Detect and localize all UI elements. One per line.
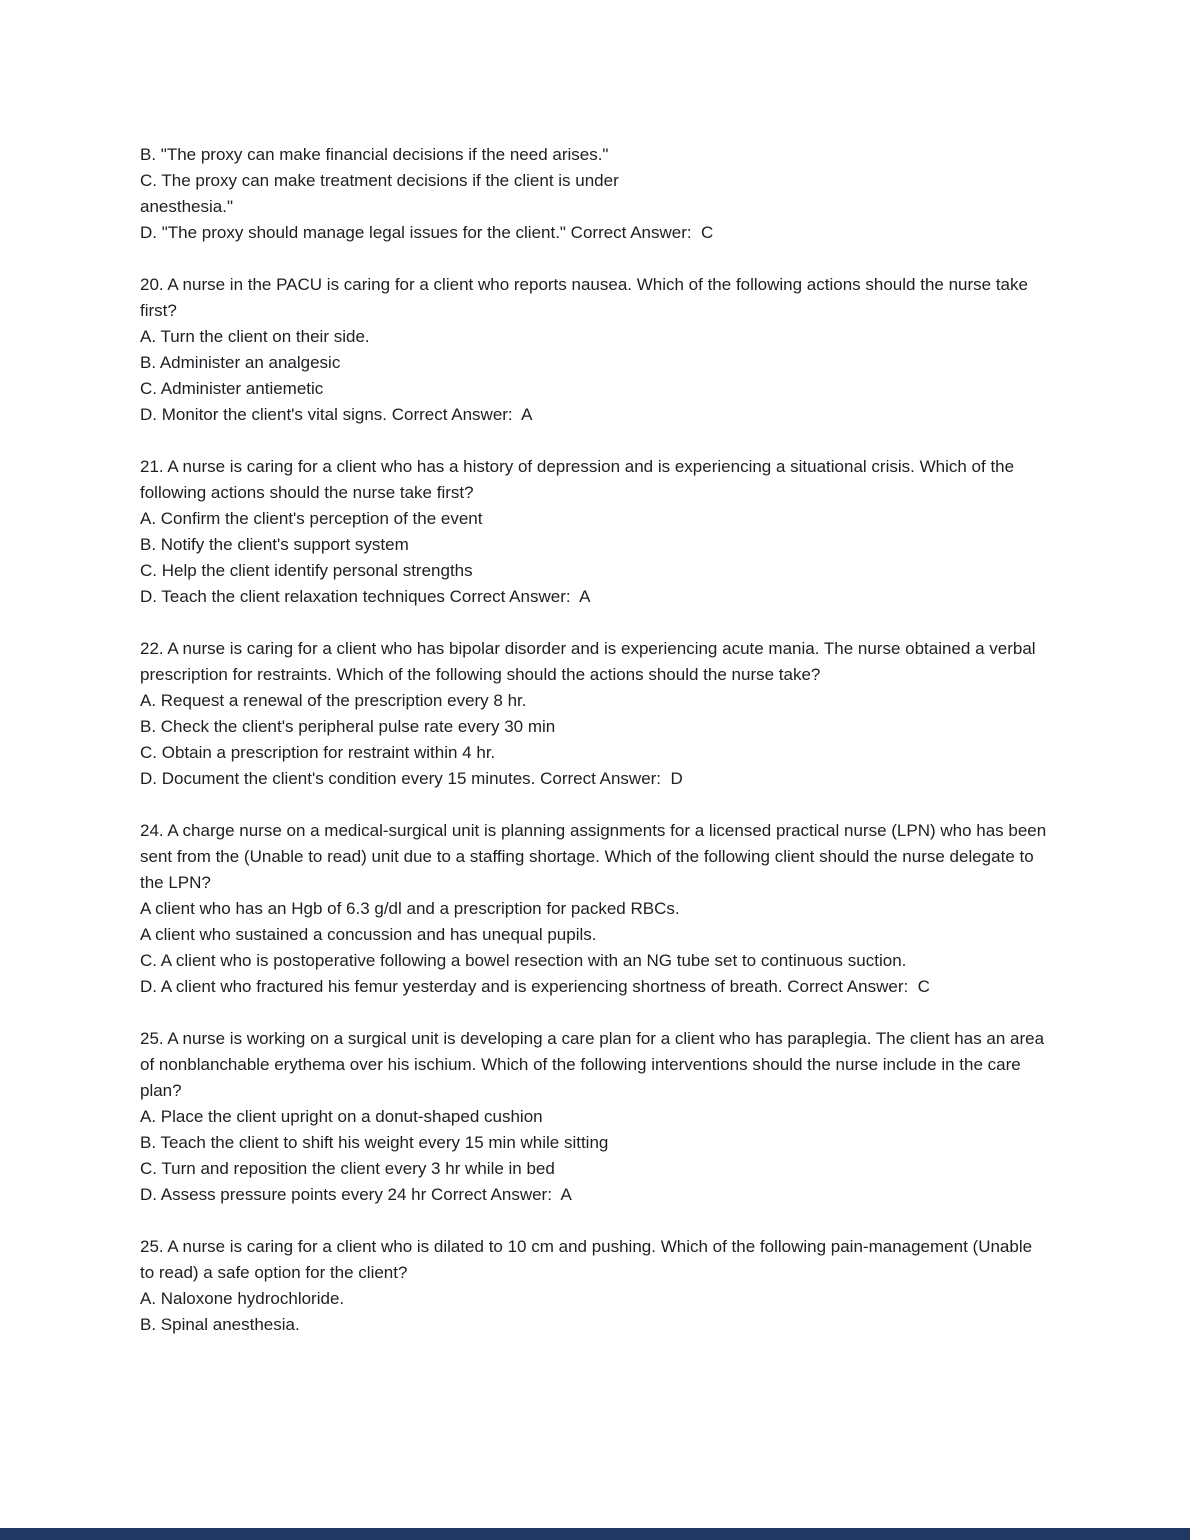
question-block bbox=[140, 272, 1048, 428]
text-line: A. Place the client upright on a donut-shaped cushion bbox=[140, 1107, 543, 1126]
text-line: D. "The proxy should manage legal issues for the client." Correct Answer: C bbox=[140, 223, 714, 242]
text-line: B. Teach the client to shift his weight every 15 min while sitting bbox=[140, 1133, 609, 1152]
footer-accent-bar bbox=[0, 1528, 1190, 1540]
text-line: anesthesia." bbox=[140, 197, 233, 216]
text-line: B. Check the client's peripheral pulse rate every 30 min bbox=[140, 717, 556, 736]
text-line: A. Naloxone hydrochloride. bbox=[140, 1289, 345, 1308]
text-line: B. "The proxy can make financial decisions if the need arises." bbox=[140, 145, 609, 164]
text-line: C. Help the client identify personal strengths bbox=[140, 561, 473, 580]
text-line: C. Turn and reposition the client every 3 hr while in bed bbox=[140, 1159, 555, 1178]
text-line: 21. A nurse is caring for a client who has a history of depression and is experiencing a situational crisis. Which of the following actions should the nurse take first? bbox=[140, 457, 1019, 502]
question-block bbox=[140, 1026, 1048, 1208]
text-line: A. Turn the client on their side. bbox=[140, 327, 370, 346]
text-line: D. Teach the client relaxation techniques Correct Answer: A bbox=[140, 587, 591, 606]
document-text bbox=[140, 142, 1051, 1364]
text-line: B. Notify the client's support system bbox=[140, 535, 409, 554]
text-line: A. Confirm the client's perception of the event bbox=[140, 509, 483, 528]
text-line: A client who has an Hgb of 6.3 g/dl and a prescription for packed RBCs. bbox=[140, 899, 680, 918]
text-line: 25. A nurse is caring for a client who is dilated to 10 cm and pushing. Which of the following pain-management (Unable to read) a safe option for the client? bbox=[140, 1237, 1037, 1282]
text-line: A client who sustained a concussion and has unequal pupils. bbox=[140, 925, 597, 944]
text-line: C. Obtain a prescription for restraint within 4 hr. bbox=[140, 743, 496, 762]
text-line: D. Document the client's condition every 15 minutes. Correct Answer: D bbox=[140, 769, 683, 788]
question-block bbox=[140, 636, 1048, 792]
text-line: D. Monitor the client's vital signs. Correct Answer: A bbox=[140, 405, 533, 424]
question-block bbox=[140, 454, 1048, 610]
text-line: C. A client who is postoperative following a bowel resection with an NG tube set to continuous suction. bbox=[140, 951, 907, 970]
text-line: C. The proxy can make treatment decisions if the client is under bbox=[140, 171, 619, 190]
text-line: D. A client who fractured his femur yesterday and is experiencing shortness of breath. Correct Answer: C bbox=[140, 977, 930, 996]
text-line: 25. A nurse is working on a surgical unit is developing a care plan for a client who has paraplegia. The client has an area of nonblanchable erythema over his ischium. Which of the following interventions should the nurse include in the care plan? bbox=[140, 1029, 1049, 1100]
text-line: B. Spinal anesthesia. bbox=[140, 1315, 300, 1334]
question-block bbox=[140, 1234, 1048, 1338]
text-line: A. Request a renewal of the prescription every 8 hr. bbox=[140, 691, 527, 710]
text-line: 22. A nurse is caring for a client who has bipolar disorder and is experiencing acute mania. The nurse obtained a verbal prescription for restraints. Which of the following should the actions should the nurse take? bbox=[140, 639, 1041, 684]
question-fragment bbox=[140, 142, 1048, 246]
text-line: 24. A charge nurse on a medical-surgical unit is planning assignments for a licensed practical nurse (LPN) who has been sent from the (Unable to read) unit due to a staffing shortage. Which of the following client should the nurse delegate to the LPN? bbox=[140, 821, 1051, 892]
text-line: B. Administer an analgesic bbox=[140, 353, 341, 372]
text-line: C. Administer antiemetic bbox=[140, 379, 324, 398]
text-line: D. Assess pressure points every 24 hr Correct Answer: A bbox=[140, 1185, 572, 1204]
text-line: 20. A nurse in the PACU is caring for a client who reports nausea. Which of the following actions should the nurse take first? bbox=[140, 275, 1033, 320]
question-block bbox=[140, 818, 1051, 1000]
